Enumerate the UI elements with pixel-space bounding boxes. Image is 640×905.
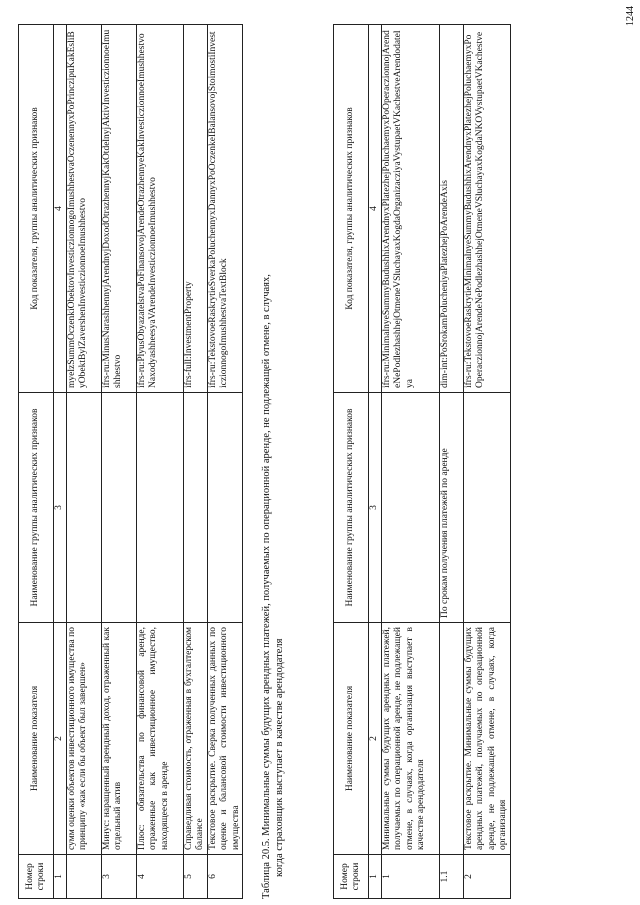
column-number-row: [54, 25, 67, 899]
colnum: 3: [369, 393, 382, 623]
colnum: 2: [54, 623, 67, 855]
row-number: 1.1: [439, 855, 463, 899]
indicator-code: ifrs-ru:MinusNarashhennyjArendnyjDoxodOtrazhennyjKakOtdelnyjAktivInvesticzionnoeImushhestvo: [101, 25, 136, 393]
group-name: [381, 393, 439, 623]
group-name: [66, 393, 101, 623]
indicator-name: Минус: наращенный арендный доход, отраженный как отдельный актив: [101, 623, 136, 855]
group-name: По срокам получения платежей по аренде: [439, 393, 463, 623]
indicator-code: ifrs-ru:MinimalnyeSummyBudushhixArendnyxPlatezhejPoluchaemyxPoOperaczionnojArendeNePodlezhashhejOtmeneVSluchayaxKogdaOrganizacziyaVystupaetVKachestveArendodatelya: [381, 25, 439, 393]
indicator-name: [439, 623, 463, 855]
caption-line-2: когда страховщик выступает в качестве арендодателя: [274, 638, 285, 877]
colnum: 2: [369, 623, 382, 855]
indicator-table-2: [333, 24, 511, 899]
group-name: [207, 393, 243, 623]
indicator-code: ifrs-ru:TekstovoeRaskrytieMinimalnyeSummyBudushhixArendnyxPlatezhejPoluchaemyxPoOperaczionnojArendeNePodlezhashhejOtmeneVSluchayaxKogdaNKOVystupaetVKachestve: [463, 25, 510, 393]
header-indicator-name: Наименование показателя: [334, 623, 369, 855]
group-name: [463, 393, 510, 623]
row-number: 4: [136, 855, 183, 899]
header-group-name: Наименование группы аналитических признаков: [334, 393, 369, 623]
indicator-code: dim-int:PoSrokamPolucheniyaPlatezhejPoArendeAxis: [439, 25, 463, 393]
table-caption: [260, 19, 286, 899]
colnum: 4: [54, 25, 67, 393]
indicator-name: Плюс: обязательства по финансовой аренде, отраженные как инвестиционное имущество, находящееся в аренде: [136, 623, 183, 855]
indicator-code: ifrs-ru:TekstovoeRaskrytieSverkaPoluchennyxDannyxPoOczenkeIBalansovojStoimostiInvesticzionnogoImushhestvaTextBlock: [207, 25, 243, 393]
indicator-name: сумм оценки объектов инвестиционного имущества по принципу «как если бы объект был завершен»: [66, 623, 101, 855]
row-number: 5: [183, 855, 207, 899]
colnum: 3: [54, 393, 67, 623]
indicator-table-1: [18, 24, 243, 899]
table-header-row: [334, 25, 369, 899]
table-header-row: [19, 25, 54, 899]
header-code: Код показателя, группы аналитических признаков: [19, 25, 54, 393]
table-row: [136, 25, 183, 899]
header-code: Код показателя, группы аналитических признаков: [334, 25, 369, 393]
table-row: [207, 25, 243, 899]
colnum: 1: [369, 855, 382, 899]
table-row: [101, 25, 136, 899]
header-group-name: Наименование группы аналитических признаков: [19, 393, 54, 623]
row-number: 1: [381, 855, 439, 899]
header-row-number: Номер строки: [19, 855, 54, 899]
row-number: 6: [207, 855, 243, 899]
indicator-name: Текстовое раскрытие. Сверка полученных данных по оценке и балансовой стоимости инвестиционного имущества: [207, 623, 243, 855]
indicator-name: Минимальные суммы будущих арендных платежей, получаемых по операционной аренде, не подлежащей отмене, в случаях, когда организация выступает в качестве арендодателя: [381, 623, 439, 855]
colnum: 4: [369, 25, 382, 393]
indicator-name: Справедливая стоимость, отраженная в бухгалтерском балансе: [183, 623, 207, 855]
table-row: [463, 25, 510, 899]
indicator-name: Текстовое раскрытие. Минимальные суммы будущих арендных платежей, получаемых по операционной аренде, не подлежащей отмене, в случаях, когда организация: [463, 623, 510, 855]
row-number: [66, 855, 101, 899]
indicator-code: ifrs-ru:PlyusObyazatelstvaPoFinansovojArendeOtrazhennyeKakInvesticzionnoeImushhestvoNaxodyashheesyaVArendeInvesticzionnoeImushhestvo: [136, 25, 183, 393]
header-row-number: Номер строки: [334, 855, 369, 899]
caption-line-1: Таблица 20.5. Минимальные суммы будущих арендных платежей, получаемых по операционной аренде, не подлежащей отмене, в случаях,: [261, 274, 272, 899]
table-row: [381, 25, 439, 899]
table-row: [439, 25, 463, 899]
row-number: 3: [101, 855, 136, 899]
colnum: 1: [54, 855, 67, 899]
indicator-code: myelzSummOczenkiObektovInvesticzionnogoImushhestvaOczenennyxPoPrinczipuKakEsliByObektBylZavershenInvesticzionnoeImushhestvo: [66, 25, 101, 393]
page-number: 1244: [625, 6, 636, 26]
group-name: [136, 393, 183, 623]
column-number-row: [369, 25, 382, 899]
indicator-code: ifrs-full:InvestmentProperty: [183, 25, 207, 393]
group-name: [183, 393, 207, 623]
table-row: [66, 25, 101, 899]
header-indicator-name: Наименование показателя: [19, 623, 54, 855]
row-number: 2: [463, 855, 510, 899]
group-name: [101, 393, 136, 623]
table-row: [183, 25, 207, 899]
